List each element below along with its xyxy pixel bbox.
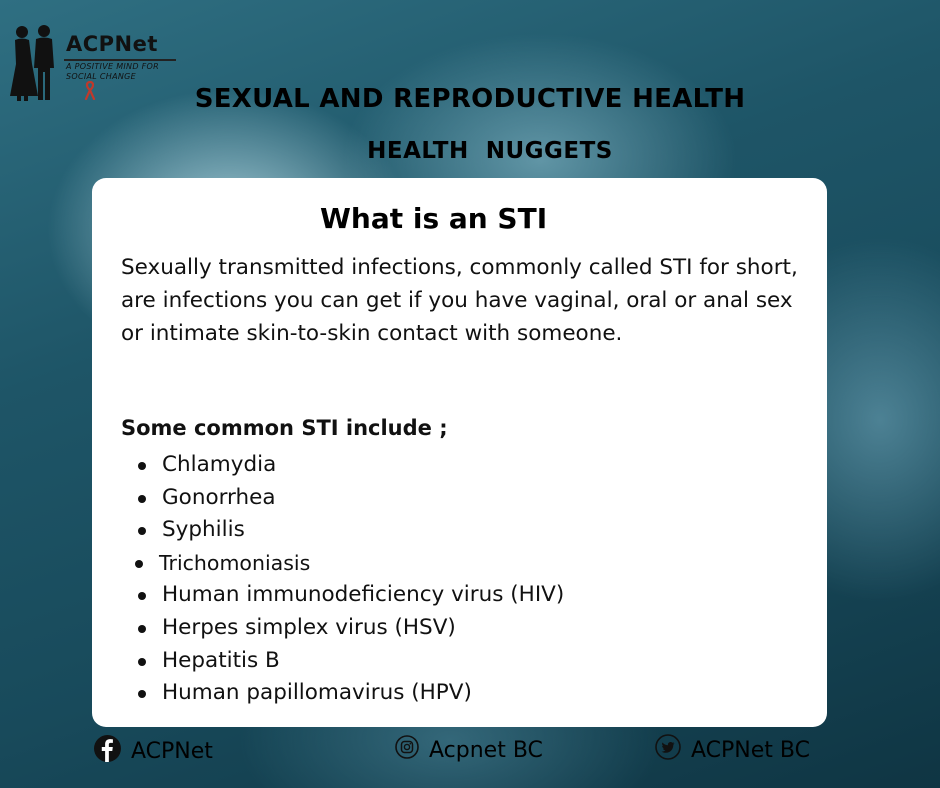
list-item: Syphilis bbox=[136, 514, 564, 547]
card-body-text: Sexually transmitted infections, commonly called STI for short, are infections you can get if you have vaginal, oral or anal sex or intimate skin-to-skin contact with someone. bbox=[121, 255, 798, 346]
instagram-label: Acpnet BC bbox=[429, 737, 543, 763]
list-item: Human papillomavirus (HPV) bbox=[136, 677, 564, 710]
facebook-label: ACPNet bbox=[131, 738, 213, 764]
sti-list bbox=[136, 449, 564, 710]
facebook-icon bbox=[94, 735, 121, 768]
brand-tagline: A POSITIVE MIND FOR SOCIAL CHANGE bbox=[66, 62, 159, 81]
page-subtitle: HEALTH NUGGETS bbox=[367, 138, 613, 164]
instagram-handle[interactable] bbox=[395, 733, 543, 767]
twitter-handle[interactable] bbox=[655, 733, 810, 767]
content-card bbox=[92, 178, 827, 727]
list-item: Trichomoniasis bbox=[133, 547, 564, 580]
logo-divider bbox=[64, 59, 176, 61]
list-item: Chlamydia bbox=[136, 449, 564, 482]
instagram-icon bbox=[395, 735, 419, 765]
brand-name: ACPNet bbox=[66, 32, 158, 56]
list-heading: Some common STI include ; bbox=[121, 416, 448, 440]
list-item: Human immunodeficiency virus (HIV) bbox=[136, 579, 564, 612]
twitter-label: ACPNet BC bbox=[691, 737, 810, 763]
card-title: What is an STI bbox=[320, 202, 548, 235]
page-title: SEXUAL AND REPRODUCTIVE HEALTH bbox=[194, 84, 746, 114]
list-item: Herpes simplex virus (HSV) bbox=[136, 612, 564, 645]
facebook-handle[interactable] bbox=[94, 734, 213, 768]
twitter-icon bbox=[655, 734, 681, 766]
list-item: Hepatitis B bbox=[136, 645, 564, 678]
list-item: Gonorrhea bbox=[136, 482, 564, 515]
